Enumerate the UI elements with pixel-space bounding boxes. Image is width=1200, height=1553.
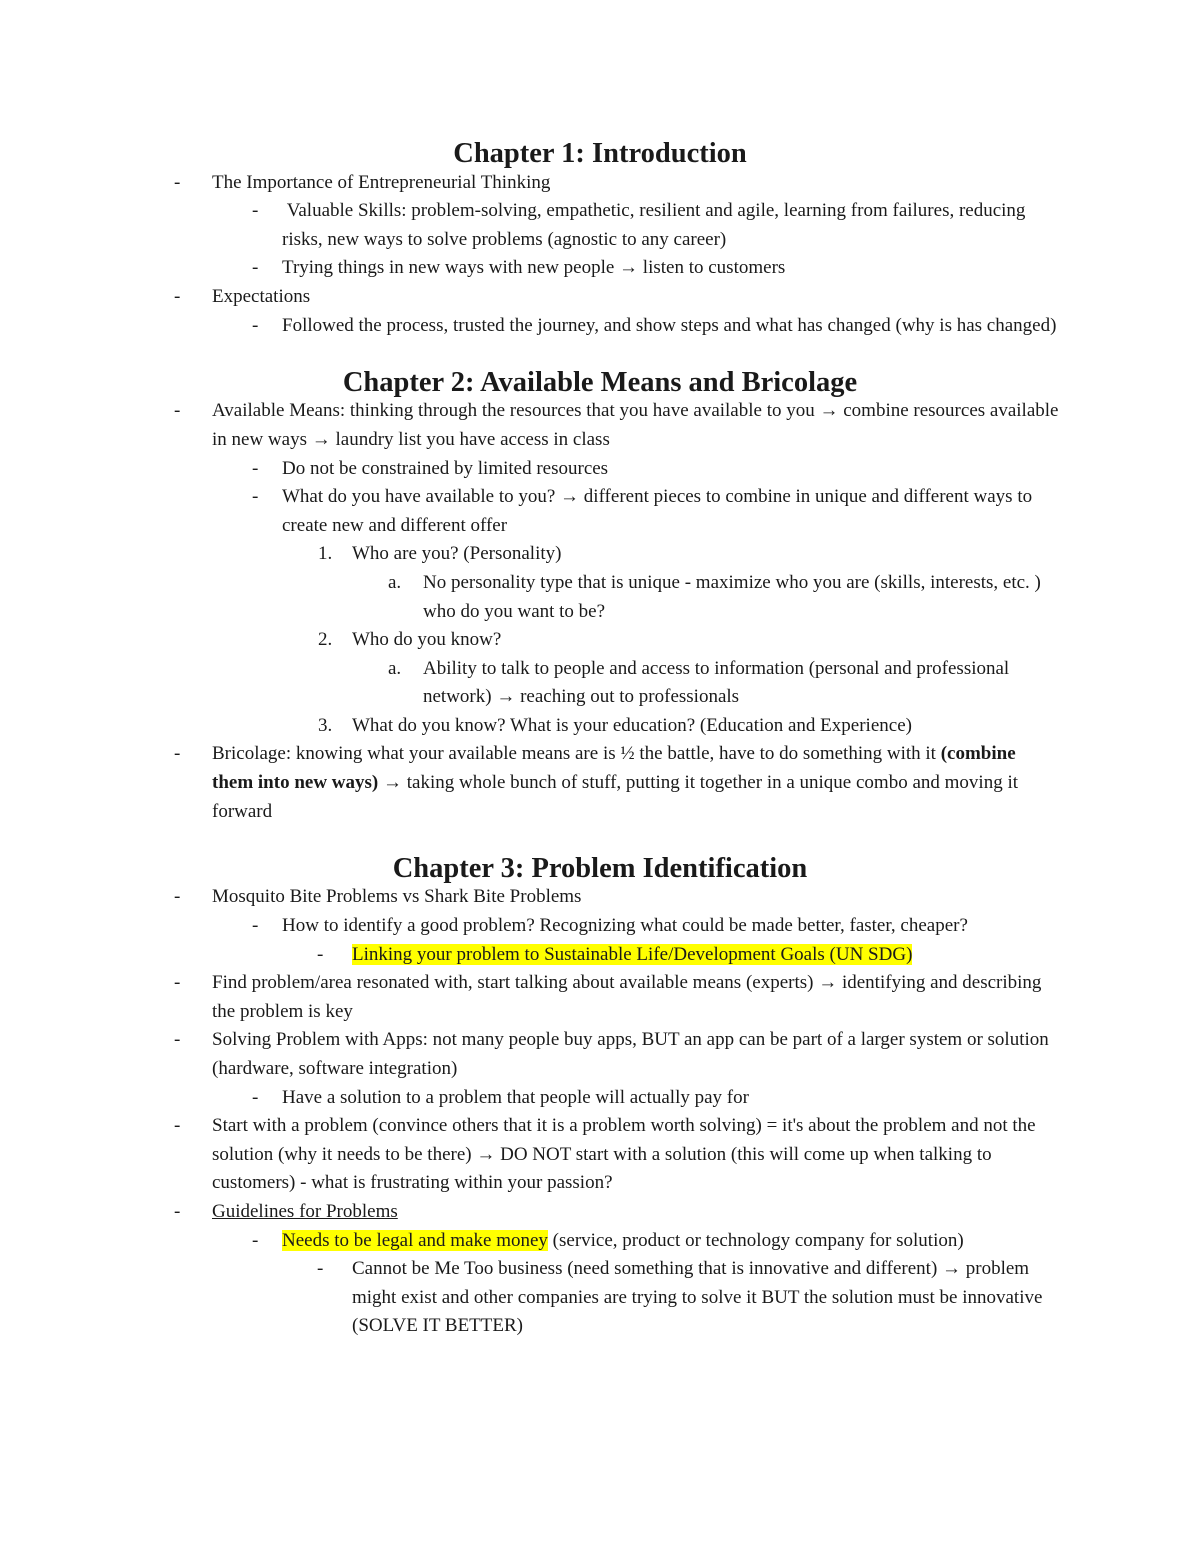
list-item-text: Expectations	[212, 285, 311, 307]
bold-emphasis: (combine them into new ways)	[212, 743, 1016, 794]
number-marker: 3.	[318, 714, 333, 736]
list-item	[0, 1198, 1200, 1227]
bullet-dash: -	[174, 1115, 181, 1137]
list-item	[0, 197, 1200, 254]
bullet-dash: -	[174, 886, 181, 908]
lettered-item	[0, 569, 1200, 626]
bullet-dash: -	[174, 285, 181, 307]
bullet-dash: -	[252, 257, 259, 279]
document-page	[0, 140, 1200, 1341]
list-item	[0, 1084, 1200, 1113]
lettered-item	[0, 655, 1200, 712]
bullet-dash: -	[252, 457, 259, 479]
numbered-item	[0, 712, 1200, 741]
list-item	[0, 483, 1200, 540]
bullet-dash: -	[317, 1258, 324, 1280]
list-item-text: Trying things in new ways with new people → listen to customers	[282, 257, 786, 279]
list-item-text: Have a solution to a problem that people will actually pay for	[282, 1086, 749, 1108]
bullet-dash: -	[174, 972, 181, 994]
bullet-dash: -	[252, 915, 259, 937]
list-item-text: Who are you? (Personality)	[352, 543, 562, 565]
bullet-dash: -	[174, 400, 181, 422]
list-item	[0, 740, 1200, 826]
list-item-text: Cannot be Me Too business (need something that is innovative and different) → problem might exist and other companies are trying to solve it BUT the solution must be innovative (SOLVE IT BETTER)	[352, 1258, 1043, 1337]
list-item-text: Start with a problem (convince others that it is a problem worth solving) = it's about the problem and not the solution (why it needs to be there) → DO NOT start with a solution (this will come up when talking to customers) - what is frustrating within your passion?	[212, 1115, 1036, 1194]
chapter-3-heading: Chapter 3: Problem Identification	[392, 852, 808, 884]
list-item	[0, 1255, 1200, 1341]
list-item-text: Find problem/area resonated with, start talking about available means (experts) → identifying and describing the problem is key	[212, 972, 1042, 1022]
highlighted-text: Needs to be legal and make money	[282, 1229, 548, 1251]
bricolage-text: Bricolage: knowing what your available means are is ½ the battle, have to do something with it	[212, 743, 941, 765]
bricolage-continued-text: → taking whole bunch of stuff, putting it together in a unique combo and moving it forward	[212, 772, 1018, 822]
underlined-subheading: Guidelines for Problems	[212, 1200, 398, 1222]
chapter-2-heading: Chapter 2: Available Means and Bricolage	[342, 366, 858, 398]
list-item-text: Followed the process, trusted the journey, and show steps and what has changed (why is has changed)	[282, 314, 1057, 336]
list-item	[0, 1112, 1200, 1198]
list-item	[0, 397, 1200, 454]
list-item	[0, 169, 1200, 198]
bullet-dash: -	[174, 1029, 181, 1051]
list-item-text: How to identify a good problem? Recognizing what could be made better, faster, cheaper?	[282, 915, 968, 937]
list-item-text: The Importance of Entrepreneurial Thinking	[212, 171, 551, 193]
list-item-text: What do you have available to you? → different pieces to combine in unique and different ways to create new and different offer	[282, 486, 1033, 536]
list-item-text: What do you know? What is your education? (Education and Experience)	[352, 714, 912, 736]
list-item-text: Valuable Skills: problem-solving, empathetic, resilient and agile, learning from failures, reducing risks, new ways to solve problems (agnostic to any career)	[282, 200, 1031, 250]
list-item-text: Mosquito Bite Problems vs Shark Bite Problems	[212, 886, 582, 908]
number-marker: 2.	[318, 629, 333, 651]
list-item	[0, 941, 1200, 970]
bullet-dash: -	[252, 486, 259, 508]
list-item	[0, 1026, 1200, 1083]
list-item	[0, 312, 1200, 341]
bullet-dash: -	[174, 743, 181, 765]
list-item	[0, 455, 1200, 484]
list-item-text	[212, 740, 1060, 826]
list-item-text	[282, 1227, 1060, 1256]
list-item-continued-text: (service, product or technology company for solution)	[547, 1229, 964, 1251]
list-item-text: No personality type that is unique - maximize who you are (skills, interests, etc. ) who do you want to be?	[423, 571, 1041, 622]
list-item-text: Who do you know?	[352, 629, 502, 651]
list-item	[0, 283, 1200, 312]
numbered-item	[0, 626, 1200, 655]
list-item	[0, 1227, 1200, 1256]
bullet-dash: -	[252, 1229, 259, 1251]
bullet-dash: -	[317, 943, 324, 965]
bullet-dash: -	[252, 314, 259, 336]
bullet-dash: -	[174, 1200, 181, 1222]
letter-marker: a.	[388, 657, 402, 679]
list-item	[0, 254, 1200, 283]
bullet-dash: -	[174, 171, 181, 193]
numbered-item	[0, 540, 1200, 569]
list-item-text: Do not be constrained by limited resources	[282, 457, 609, 479]
list-item-text: Solving Problem with Apps: not many people buy apps, BUT an app can be part of a larger system or solution (hardware, software integration)	[212, 1029, 1049, 1079]
list-item-text	[352, 941, 1060, 970]
list-item	[0, 883, 1200, 912]
list-item	[0, 912, 1200, 941]
letter-marker: a.	[388, 571, 402, 593]
number-marker: 1.	[318, 543, 333, 565]
bullet-dash: -	[252, 200, 259, 222]
bullet-dash: -	[252, 1086, 259, 1108]
list-item	[0, 969, 1200, 1026]
highlighted-text: Linking your problem to Sustainable Life/Development Goals (UN SDG)	[352, 943, 913, 965]
list-item-text	[212, 1198, 1060, 1227]
chapter-1-heading: Chapter 1: Introduction	[453, 138, 747, 169]
list-item-text: Ability to talk to people and access to information (personal and professional network) → reaching out to professionals	[423, 657, 1010, 708]
list-item-text: Available Means: thinking through the resources that you have available to you → combine resources available in new ways → laundry list you have access in class	[212, 400, 1059, 450]
